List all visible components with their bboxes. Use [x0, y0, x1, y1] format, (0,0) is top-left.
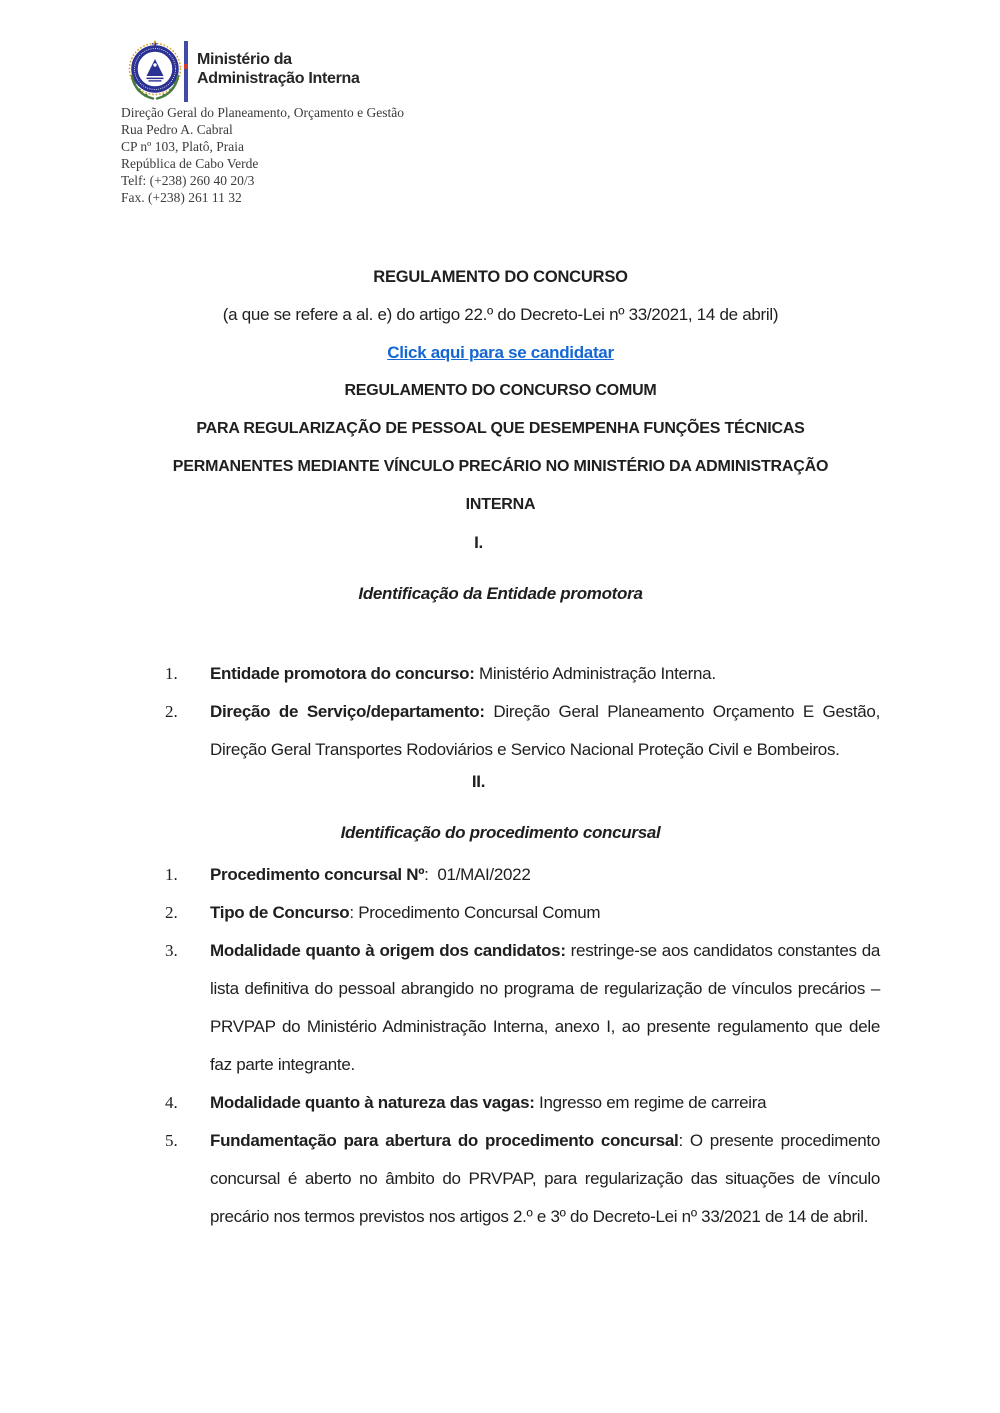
list-item-text: : O presente procedimento concursal é aberto no âmbito do PRVPAP, para regularização das situações de vínculo precário nos termos previstos nos artigos 2.º e 3º do Decreto-Lei nº 33/2021 de 14 de abril. — [210, 1131, 880, 1226]
list-item-label: Procedimento concursal Nº — [210, 865, 425, 884]
main-title-line: PARA REGULARIZAÇÃO DE PESSOAL QUE DESEMPENHA FUNÇÕES TÉCNICAS — [196, 420, 805, 437]
section-2-numeral: II. — [471, 772, 486, 791]
list-item-number: 1. — [165, 865, 178, 884]
list-item-text: : Procedimento Concursal Comum — [349, 903, 601, 922]
list-item-number: 2. — [165, 903, 178, 922]
main-title-line: INTERNA — [465, 496, 536, 513]
list-item-label: Modalidade quanto à natureza das vagas: — [210, 1093, 535, 1112]
list-item — [121, 932, 880, 1084]
address-line: Direção Geral do Planeamento, Orçamento e Gestão — [121, 105, 405, 120]
section-1-numeral: I. — [474, 533, 483, 552]
apply-link-line — [121, 334, 880, 372]
ministry-name — [197, 50, 360, 88]
list-item-number: 4. — [165, 1093, 178, 1112]
section-1-list — [121, 655, 880, 769]
address-line: Fax. (+238) 261 11 32 — [121, 190, 242, 205]
list-item — [121, 1084, 880, 1122]
address-line: Telf: (+238) 260 40 20/3 — [121, 173, 255, 188]
address-line: Rua Pedro A. Cabral — [121, 122, 233, 137]
letterhead-divider-bar — [184, 41, 188, 102]
section-2-heading: Identificação do procedimento concursal — [340, 823, 661, 842]
list-item-label: Direção de Serviço/departamento: — [210, 702, 485, 721]
ministry-name-line2: Administração Interna — [197, 70, 360, 87]
apply-link[interactable]: Click aqui para se candidatar — [387, 343, 614, 362]
list-item-label: Tipo de Concurso — [210, 903, 350, 922]
list-item — [121, 693, 880, 769]
list-item-number: 1. — [165, 664, 178, 683]
list-item-number: 5. — [165, 1131, 178, 1150]
list-item-label: Entidade promotora do concurso: — [210, 664, 475, 683]
list-item-text: restringe-se aos candidatos constantes da lista definitiva do pessoal abrangido no programa de regularização de vínculos precários – PRVPAP do Ministério Administração Interna, anexo I, ao presente regulamento que dele faz parte integrante. — [210, 941, 880, 1074]
list-item-text: : 01/MAI/2022 — [424, 865, 531, 884]
document-subtitle: (a que se refere a al. e) do artigo 22.º do Decreto-Lei nº 33/2021, 14 de abril) — [222, 305, 779, 324]
address-line: República de Cabo Verde — [121, 156, 259, 171]
list-item-number: 2. — [165, 702, 178, 721]
ministry-emblem-icon — [125, 40, 185, 102]
address-line: CP nº 103, Platô, Praia — [121, 139, 244, 154]
list-item-label: Modalidade quanto à origem dos candidatos: — [210, 941, 566, 960]
ministry-name-line1: Ministério da — [197, 51, 292, 68]
main-title-line: PERMANENTES MEDIANTE VÍNCULO PRECÁRIO NO MINISTÉRIO DA ADMINISTRAÇÃO — [172, 458, 829, 475]
letterhead-address-block — [121, 104, 404, 206]
list-item-text: Direção Geral Planeamento Orçamento E Gestão, Direção Geral Transportes Rodoviários e Servico Nacional Proteção Civil e Bombeiros. — [210, 702, 880, 759]
list-item-text: Ingresso em regime de carreira — [534, 1093, 767, 1112]
main-title-line: REGULAMENTO DO CONCURSO COMUM — [344, 382, 657, 399]
list-item — [121, 1122, 880, 1236]
document-title: REGULAMENTO DO CONCURSO — [373, 268, 628, 286]
document-content — [121, 258, 880, 1236]
list-item-label: Fundamentação para abertura do procedimento concursal — [210, 1131, 679, 1150]
list-item — [121, 655, 880, 693]
section-2-list — [121, 856, 880, 1236]
section-1-heading: Identificação da Entidade promotora — [358, 584, 643, 603]
list-item-number: 3. — [165, 941, 178, 960]
list-item — [121, 856, 880, 894]
list-item — [121, 894, 880, 932]
list-item-text: Ministério Administração Interna. — [474, 664, 716, 683]
